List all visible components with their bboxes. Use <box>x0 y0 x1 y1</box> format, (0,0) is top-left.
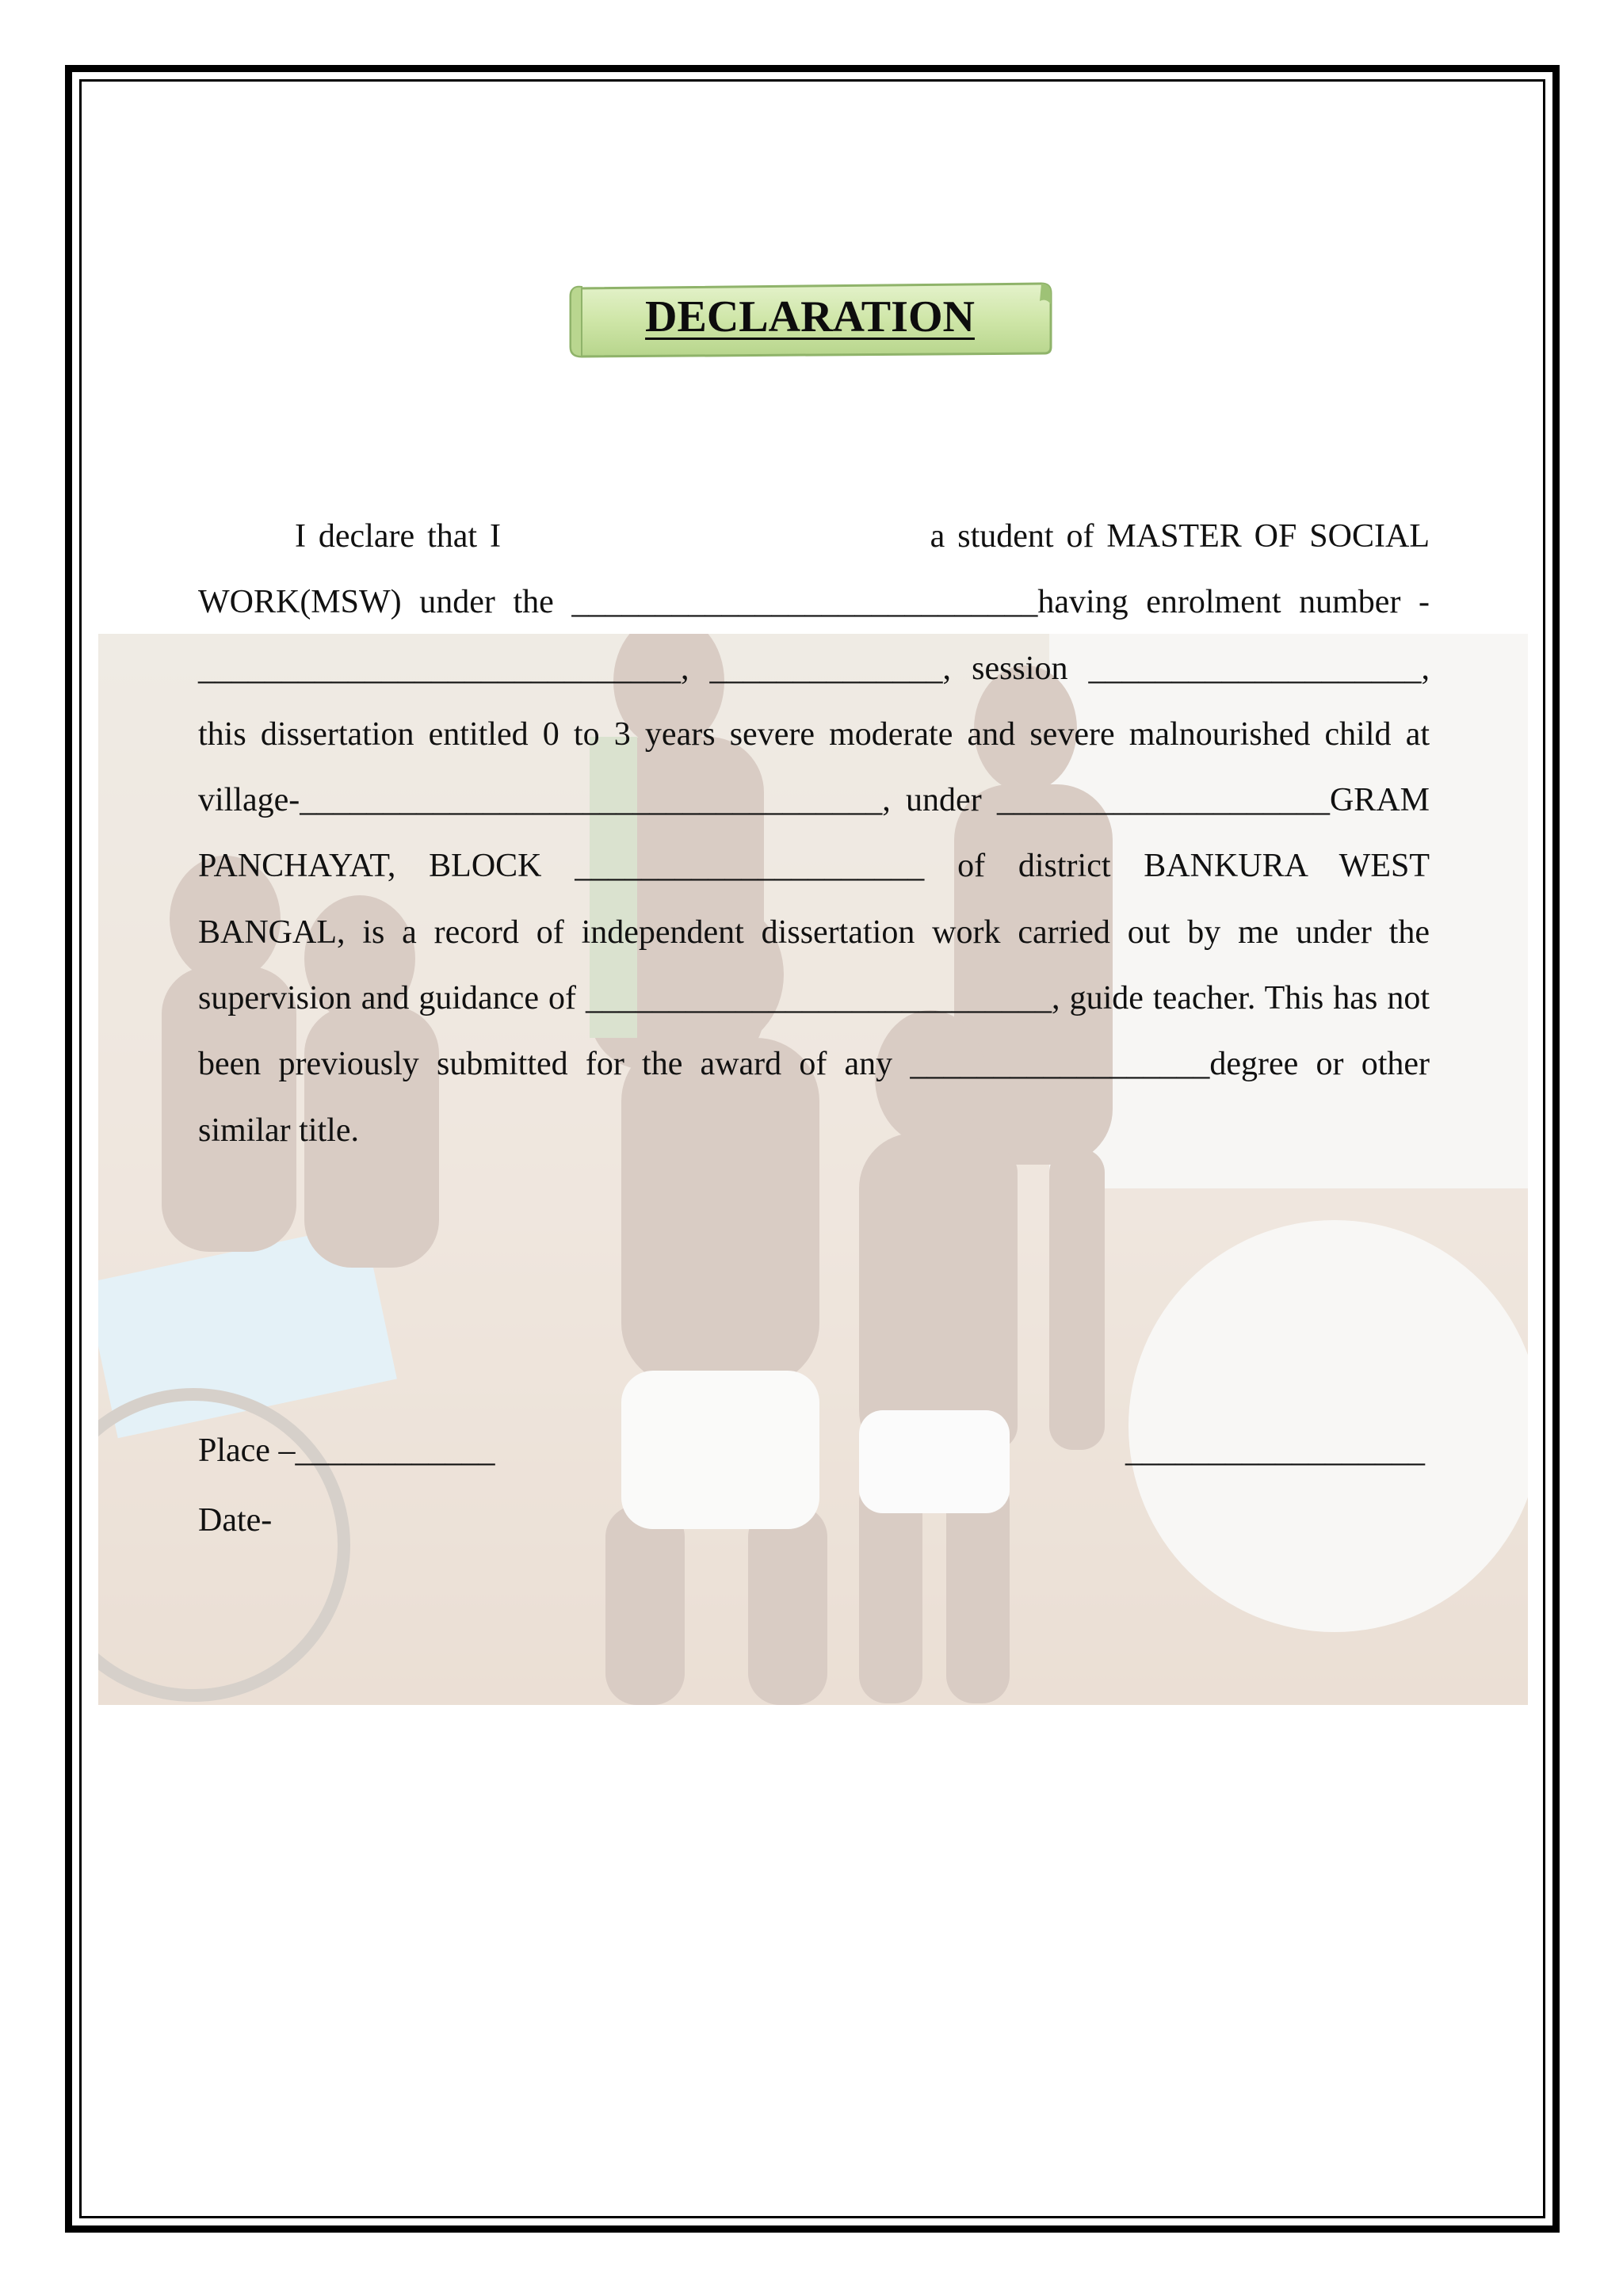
declaration-text: , this dissertation entitled 0 to 3 years severe moderate and severe malnourished child at village- <box>198 650 1430 819</box>
declaration-paragraph <box>198 504 1430 1164</box>
date-label: Date- <box>198 1502 273 1539</box>
declaration-text: having enrolment number - <box>1037 584 1430 621</box>
village-blank: ___________________________________ <box>300 782 883 819</box>
declaration-text: , session <box>942 650 1089 687</box>
declaration-text: , under <box>882 782 997 819</box>
place-blank: ____________ <box>295 1432 495 1469</box>
declaration-text: a student of MASTER OF SOCIAL WORK(MSW) under the <box>198 518 1430 621</box>
declaration-text: of district BANKURA WEST BANGAL, is a record of independent dissertation work carried out by me under the supervision and guidance of <box>198 848 1430 1017</box>
declaration-text: GRAM PANCHAYAT, BLOCK <box>198 782 1430 885</box>
title-banner <box>566 277 1054 364</box>
university-blank: ____________________________ <box>571 584 1038 621</box>
page-title: DECLARATION <box>645 292 975 341</box>
session-blank: ____________________ <box>1088 650 1422 687</box>
student-name-gap <box>514 518 918 555</box>
declaration-text: degree or other similar title. <box>198 1046 1430 1149</box>
block-blank: _____________________ <box>575 848 925 885</box>
registration-blank: ______________ <box>709 650 943 687</box>
degree-blank: __________________ <box>910 1046 1210 1083</box>
place-field <box>198 1418 495 1484</box>
declaration-text: I declare that I <box>295 518 514 555</box>
signature-blank: __________________ <box>1125 1432 1425 1469</box>
enrolment-blank: _____________________________ <box>198 650 681 687</box>
declaration-text: , guide teacher. This has not been previously submitted for the award of any <box>198 980 1430 1083</box>
declaration-text: , <box>681 650 710 687</box>
gram-panchayat-blank: ____________________ <box>996 782 1330 819</box>
place-label: Place – <box>198 1432 296 1469</box>
guide-blank: ____________________________ <box>586 980 1052 1017</box>
